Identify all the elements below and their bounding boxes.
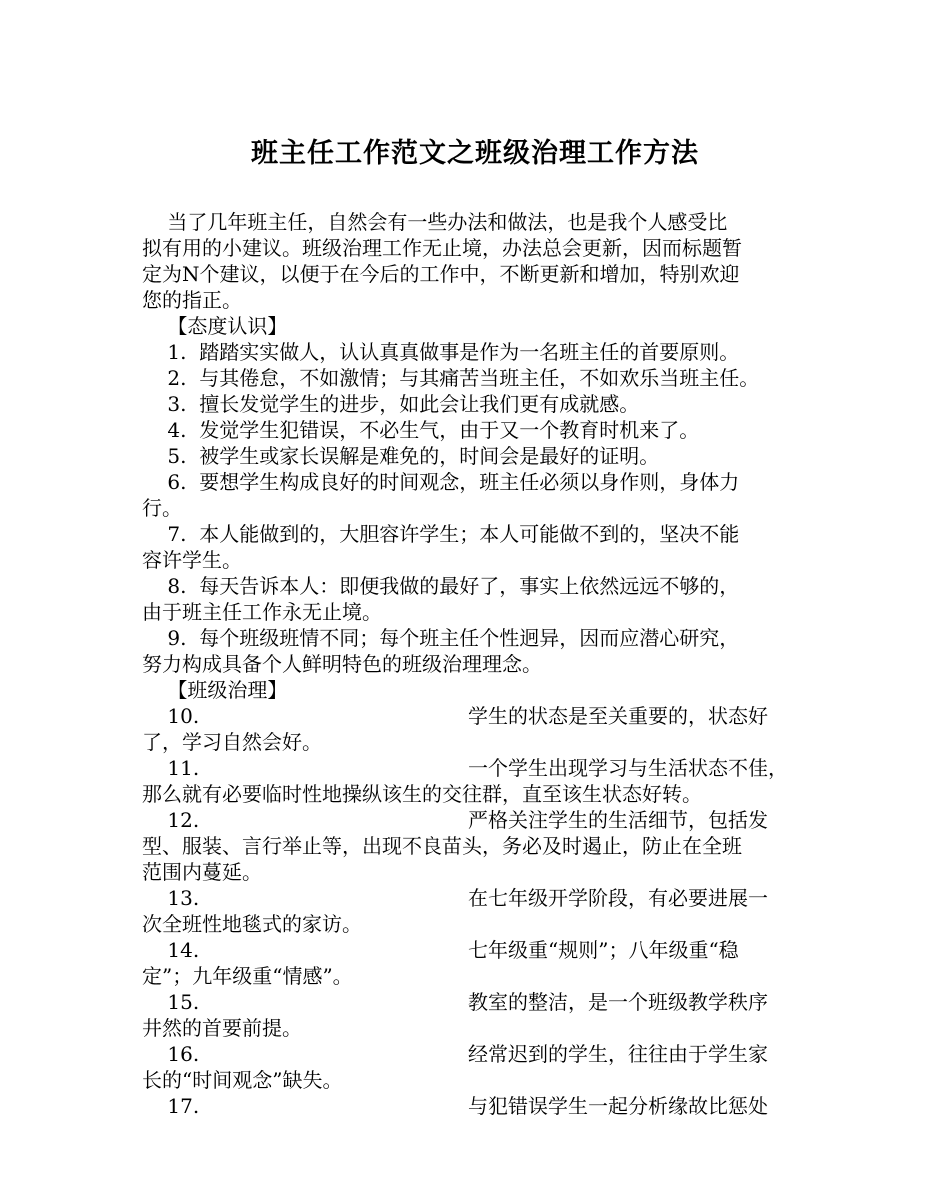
list-item-continuation: 努力构成具备个人鲜明特色的班级治理理念。 (142, 652, 542, 676)
list-item-continuation: 由于班主任工作永无止境。 (142, 600, 382, 624)
list-item: 2. 与其倦怠，不如激情；与其痛苦当班主任，不如欢乐当班主任。 (142, 366, 760, 390)
item-number: 13. (142, 886, 200, 910)
item-continuation: 范围内蔓延。 (142, 860, 262, 884)
list-item: 7. 本人能做到的，大胆容许学生；本人可能做不到的，坚决不能 (142, 522, 740, 546)
item-text: 与犯错误学生一起分析缘故比惩处 (468, 1094, 768, 1118)
item-number: 10. (142, 704, 200, 728)
item-text: 一个学生出现学习与生活状态不佳， (468, 756, 788, 780)
section-heading-attitude: 【态度认识】 (142, 314, 288, 338)
item-continuation: 那么就有必要临时性地操纵该生的交往群，直至该生状态好转。 (142, 782, 702, 806)
intro-line: 拟有用的小建议。班级治理工作无止境，办法总会更新，因而标题暂 (142, 236, 742, 260)
list-item: 4. 发觉学生犯错误，不必生气，由于又一个教育时机来了。 (142, 418, 700, 442)
item-number: 15. (142, 990, 200, 1014)
item-continuation: 定”；九年级重“情感”。 (142, 964, 353, 988)
list-item: 8. 每天告诉本人：即便我做的最好了，事实上依然远远不够的， (142, 574, 740, 598)
item-continuation: 长的“时间观念”缺失。 (142, 1068, 343, 1092)
list-item-continuation: 容许学生。 (142, 548, 242, 572)
item-number: 12. (142, 808, 200, 832)
item-text: 教室的整洁，是一个班级教学秩序 (468, 990, 768, 1014)
item-continuation: 井然的首要前提。 (142, 1016, 302, 1040)
intro-line: 您的指正。 (142, 288, 242, 312)
intro-line: 当了几年班主任，自然会有一些办法和做法，也是我个人感受比 (142, 210, 728, 234)
list-item: 5. 被学生或家长误解是难免的，时间会是最好的证明。 (142, 444, 660, 468)
item-continuation: 型、服装、言行举止等，出现不良苗头，务必及时遏止，防止在全班 (142, 834, 742, 858)
item-text: 学生的状态是至关重要的，状态好 (468, 704, 768, 728)
document-title: 班主任工作范文之班级治理工作方法 (251, 138, 699, 169)
item-text: 严格关注学生的生活细节，包括发 (468, 808, 768, 832)
item-text: 在七年级开学阶段，有必要进展一 (468, 886, 768, 910)
item-number: 16. (142, 1042, 200, 1066)
list-item: 9. 每个班级班情不同；每个班主任个性迥异，因而应潜心研究， (142, 626, 740, 650)
item-number: 17. (142, 1094, 200, 1118)
list-item: 1. 踏踏实实做人，认认真真做事是作为一名班主任的首要原则。 (142, 340, 740, 364)
item-number: 11. (142, 756, 200, 780)
item-number: 14. (142, 938, 200, 962)
intro-line: 定为N个建议，以便于在今后的工作中，不断更新和增加，特别欢迎 (142, 262, 740, 286)
list-item-continuation: 行。 (142, 496, 182, 520)
section-heading-class-management: 【班级治理】 (142, 678, 288, 702)
list-item: 3. 擅长发觉学生的进步，如此会让我们更有成就感。 (142, 392, 640, 416)
list-item: 6. 要想学生构成良好的时间观念，班主任必须以身作则，身体力 (142, 470, 740, 494)
item-continuation: 了，学习自然会好。 (142, 730, 322, 754)
item-continuation: 次全班性地毯式的家访。 (142, 912, 362, 936)
item-text: 七年级重“规则”；八年级重“稳 (468, 938, 739, 962)
item-text: 经常迟到的学生，往往由于学生家 (468, 1042, 768, 1066)
